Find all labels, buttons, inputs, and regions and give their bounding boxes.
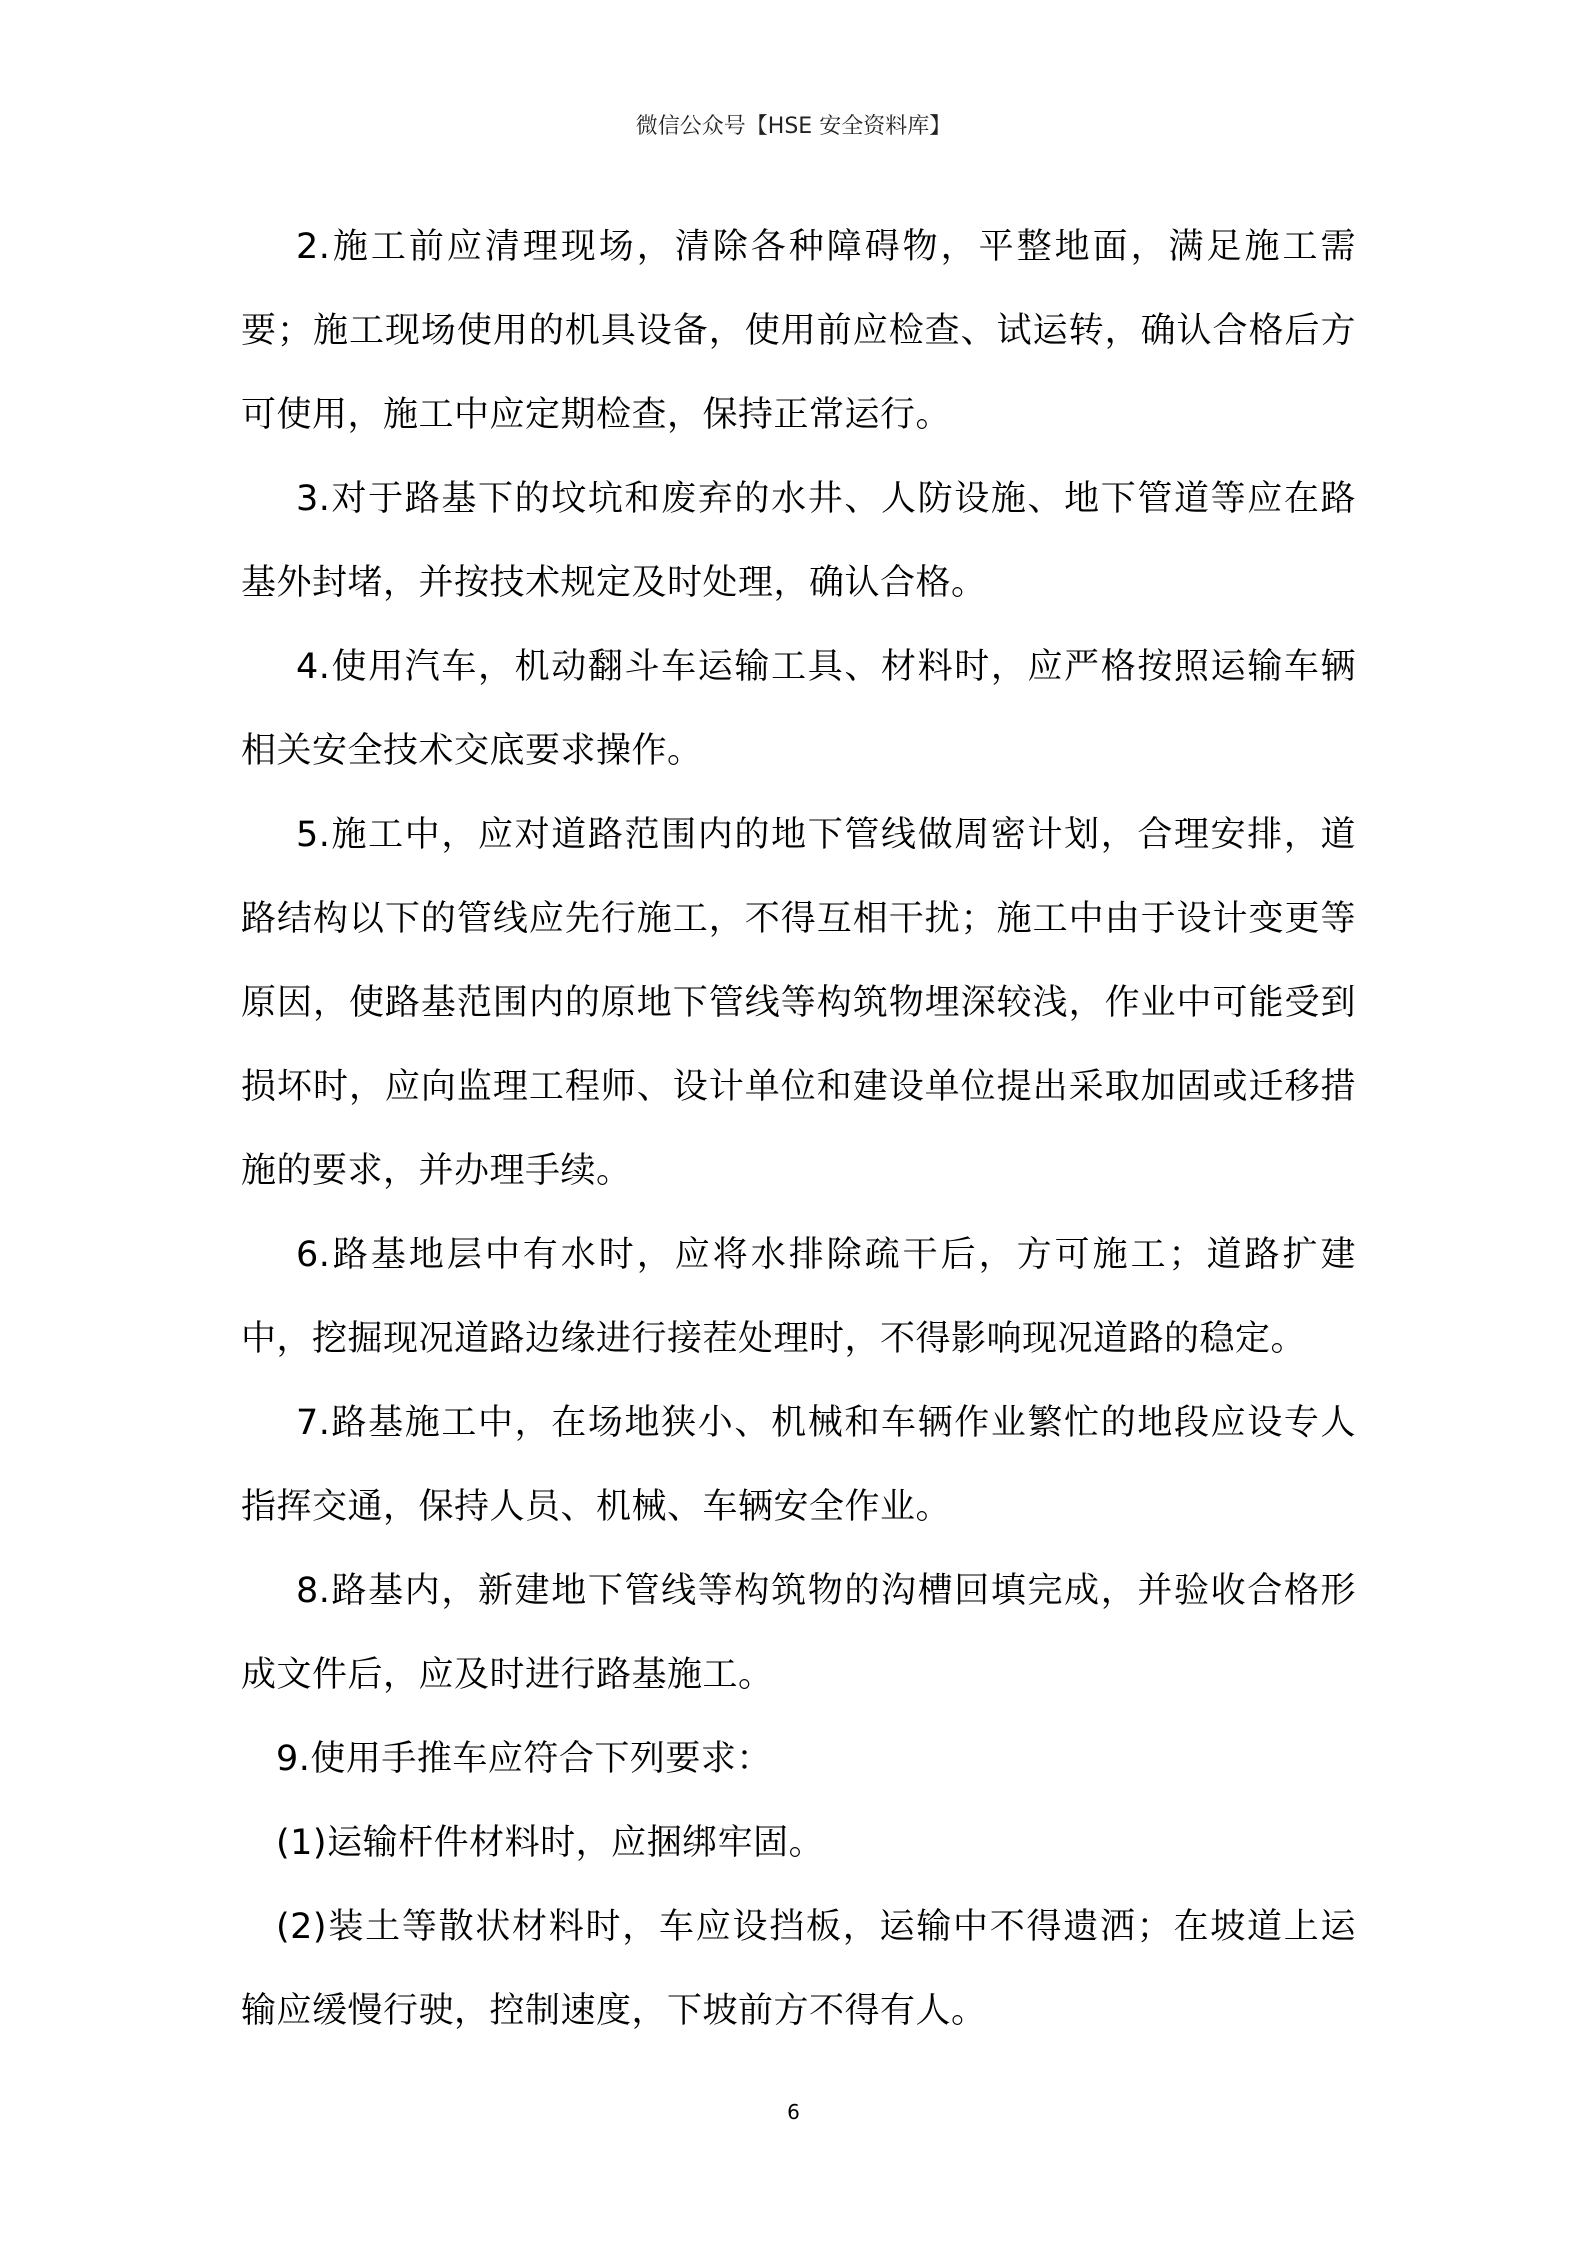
page-number: 6 — [787, 2100, 800, 2124]
paragraph-5: 5.施工中，应对道路范围内的地下管线做周密计划，合理安排，道路结构以下的管线应先行施工，不得互相干扰；施工中由于设计变更等原因，使路基范围内的原地下管线等构筑物埋深较浅，作业中可能受到损坏时，应向监理工程师、设计单位和建设单位提出采取加固或迁移措施的要求，并办理手续。 — [241, 815, 1356, 1191]
paragraph-3: 3.对于路基下的坟坑和废弃的水井、人防设施、地下管道等应在路基外封堵，并按技术规定及时处理，确认合格。 — [241, 479, 1356, 603]
document-body — [241, 205, 1356, 2053]
paragraph-2: 2.施工前应清理现场，清除各种障碍物，平整地面，满足施工需要；施工现场使用的机具设备，使用前应检查、试运转，确认合格后方可使用，施工中应定期检查，保持正常运行。 — [241, 227, 1356, 435]
paragraph-4: 4.使用汽车，机动翻斗车运输工具、材料时，应严格按照运输车辆相关安全技术交底要求操作。 — [241, 647, 1356, 771]
page-header: 微信公众号【HSE 安全资料库】 — [635, 114, 952, 139]
paragraph-7: 7.路基施工中，在场地狭小、机械和车辆作业繁忙的地段应设专人指挥交通，保持人员、机械、车辆安全作业。 — [241, 1403, 1356, 1527]
sub-item-2: (2)装土等散状材料时，车应设挡板，运输中不得遗洒；在坡道上运输应缓慢行驶，控制速度，下坡前方不得有人。 — [241, 1907, 1356, 2031]
paragraph-8: 8.路基内，新建地下管线等构筑物的沟槽回填完成，并验收合格形成文件后，应及时进行路基施工。 — [241, 1571, 1356, 1695]
paragraph-9: 9.使用手推车应符合下列要求： — [276, 1739, 772, 1779]
sub-item-1: (1)运输杆件材料时，应捆绑牢固。 — [276, 1823, 825, 1863]
paragraph-6: 6.路基地层中有水时，应将水排除疏干后，方可施工；道路扩建中，挖掘现况道路边缘进行接茬处理时，不得影响现况道路的稳定。 — [241, 1235, 1356, 1359]
